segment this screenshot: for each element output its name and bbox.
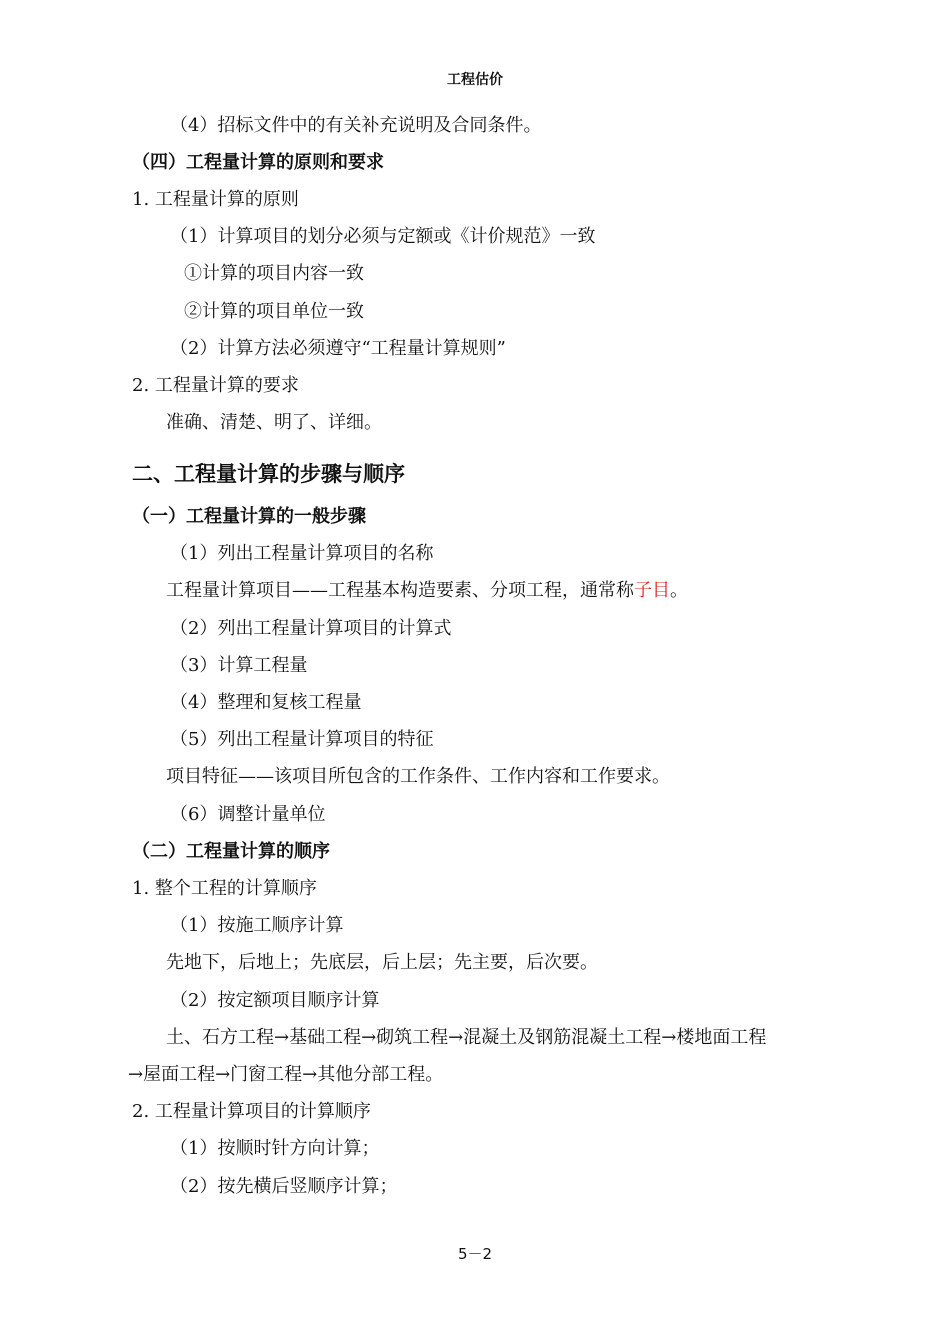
paragraph: （1）列出工程量计算项目的名称 xyxy=(170,543,434,564)
paragraph: （3）计算工程量 xyxy=(170,655,308,676)
paragraph: （6）调整计量单位 xyxy=(170,804,326,825)
paragraph: （5）列出工程量计算项目的特征 xyxy=(170,729,434,750)
page-header: 工程估价 xyxy=(447,72,503,88)
paragraph: 先地下，后地上；先底层，后上层；先主要，后次要。 xyxy=(166,952,598,973)
paragraph: 土、石方工程→基础工程→砌筑工程→混凝土及钢筋混凝土工程→楼地面工程 xyxy=(166,1027,767,1048)
list-item: ①计算的项目内容一致 xyxy=(184,263,364,284)
text-segment: 。 xyxy=(670,580,688,601)
chapter-heading: 二、工程量计算的步骤与顺序 xyxy=(132,462,405,486)
paragraph: 准确、清楚、明了、详细。 xyxy=(166,412,382,433)
numbered-heading: 1. 整个工程的计算顺序 xyxy=(132,878,317,899)
paragraph: 项目特征——该项目所包含的工作条件、工作内容和工作要求。 xyxy=(166,766,670,787)
paragraph: →屋面工程→门窗工程→其他分部工程。 xyxy=(128,1064,444,1085)
page-number: 5－2 xyxy=(457,1245,493,1263)
paragraph: （2）按定额项目顺序计算 xyxy=(170,990,380,1011)
section-heading: （二）工程量计算的顺序 xyxy=(132,841,330,862)
paragraph: （2）计算方法必须遵守“工程量计算规则” xyxy=(170,338,506,359)
section-heading: （四）工程量计算的原则和要求 xyxy=(132,152,384,173)
numbered-heading: 1. 工程量计算的原则 xyxy=(132,189,299,210)
text-segment: 工程量计算项目——工程基本构造要素、分项工程，通常称 xyxy=(166,580,634,601)
paragraph: （2）按先横后竖顺序计算； xyxy=(170,1176,398,1197)
list-item: ②计算的项目单位一致 xyxy=(184,301,364,322)
paragraph: （2）列出工程量计算项目的计算式 xyxy=(170,618,452,639)
paragraph: （4）招标文件中的有关补充说明及合同条件。 xyxy=(170,115,542,136)
highlighted-term: 子目 xyxy=(634,580,670,601)
numbered-heading: 2. 工程量计算项目的计算顺序 xyxy=(132,1101,371,1122)
paragraph: （1）按施工顺序计算 xyxy=(170,915,344,936)
paragraph: （1）计算项目的划分必须与定额或《计价规范》一致 xyxy=(170,226,596,247)
paragraph: （1）按顺时针方向计算； xyxy=(170,1138,380,1159)
paragraph: （4）整理和复核工程量 xyxy=(170,692,362,713)
numbered-heading: 2. 工程量计算的要求 xyxy=(132,375,299,396)
paragraph-with-highlight xyxy=(166,579,688,603)
section-heading: （一）工程量计算的一般步骤 xyxy=(132,506,366,527)
